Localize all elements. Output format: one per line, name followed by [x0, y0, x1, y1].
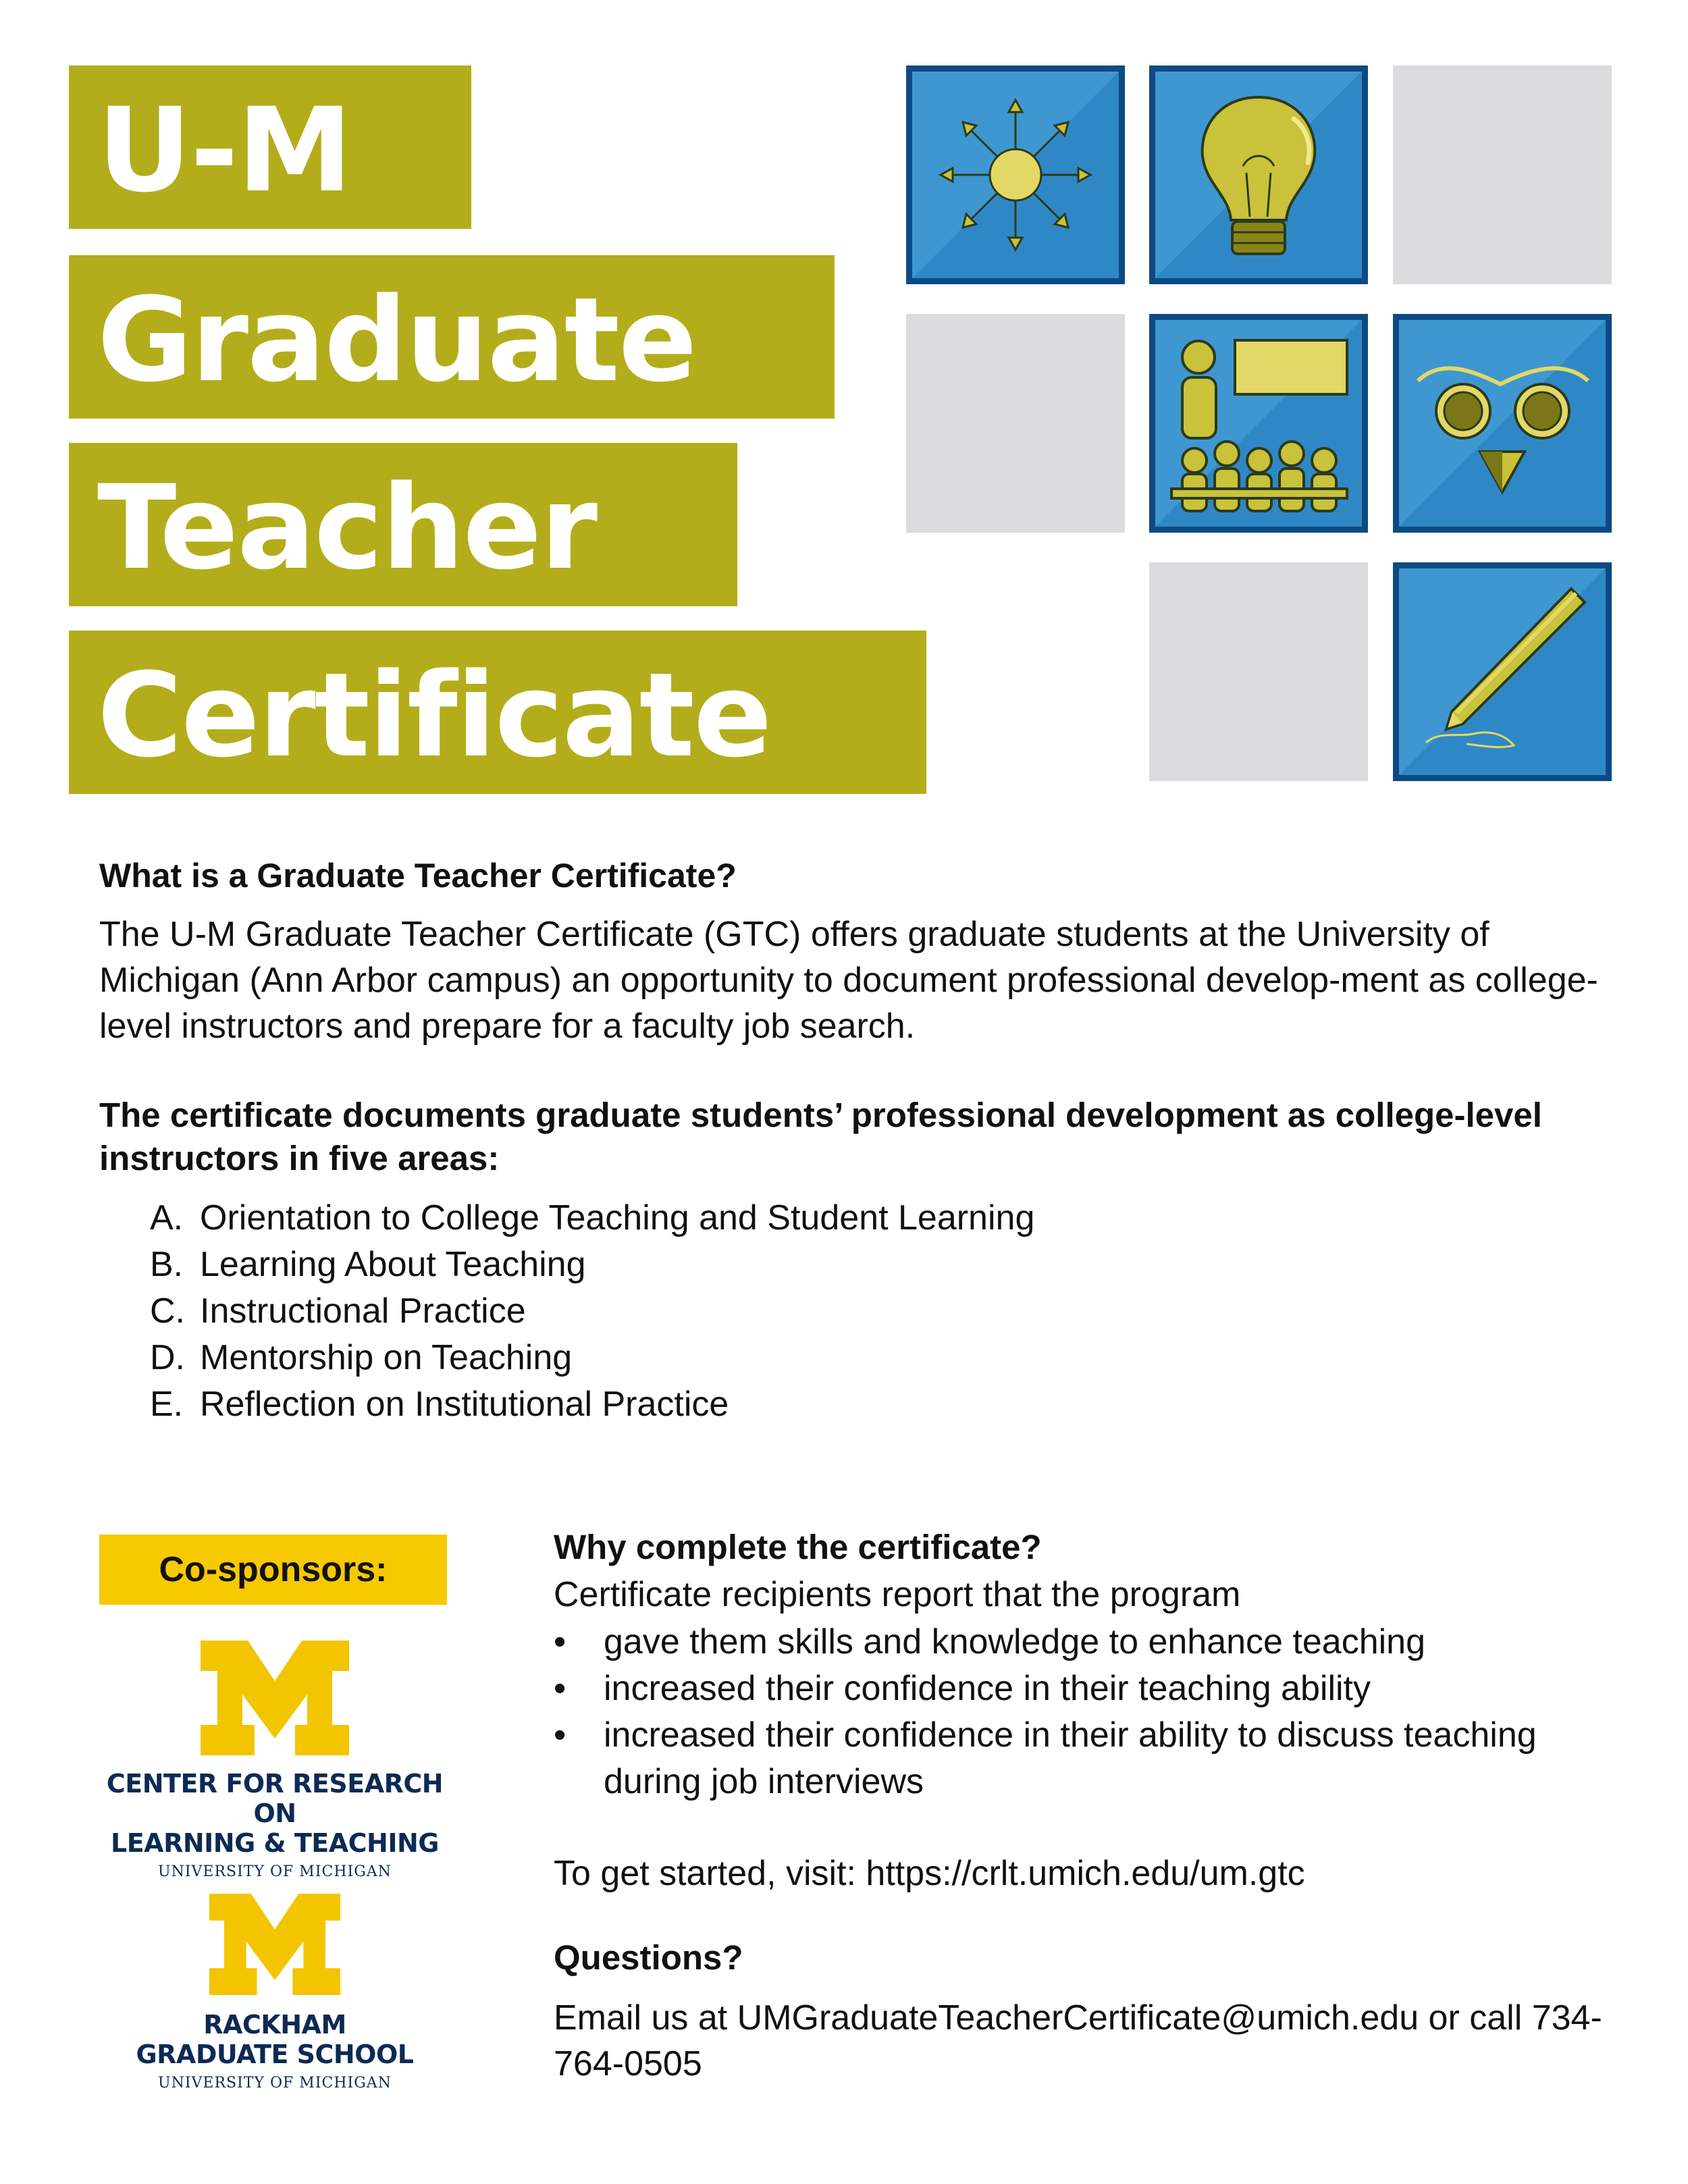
- list-item: [554, 1712, 1607, 1805]
- list-item: [150, 1195, 1034, 1242]
- list-text: Reflection on Institutional Practice: [200, 1385, 729, 1424]
- bullet: •: [554, 1715, 566, 1755]
- block-m-icon: [201, 1641, 349, 1755]
- list-letter: A.: [150, 1198, 184, 1237]
- why-intro: Certificate recipients report that the program: [554, 1575, 1241, 1614]
- sun-tile: [906, 65, 1125, 284]
- list-item: [150, 1335, 1034, 1381]
- blank-tile: [906, 314, 1125, 533]
- list-text: Instructional Practice: [200, 1291, 526, 1331]
- crlt-logo: [99, 1641, 450, 1880]
- crlt-name-1: CENTER FOR RESEARCH ON: [106, 1769, 444, 1828]
- intro-paragraph: The U-M Graduate Teacher Certificate (GTC) offers graduate students at the University of Michigan (Ann Arbor campus) an opportunity to document professional develop-ment as college-level instructors and prepare for a faculty job search.: [99, 915, 1598, 1046]
- list-item: [150, 1288, 1034, 1335]
- bullet: •: [554, 1622, 566, 1661]
- owl-icon: [1399, 320, 1606, 527]
- list-letter: E.: [150, 1385, 184, 1424]
- list-text: Learning About Teaching: [200, 1245, 586, 1284]
- questions-heading: Questions?: [554, 1938, 743, 1977]
- benefits-list: [554, 1619, 1607, 1805]
- list-item: [150, 1381, 1034, 1428]
- crlt-university: UNIVERSITY OF MICHIGAN: [158, 1863, 392, 1880]
- title-line-2: Graduate: [69, 255, 835, 419]
- list-item: [554, 1666, 1607, 1712]
- blank-tile: [1393, 65, 1612, 284]
- blank-tile: [1149, 562, 1368, 781]
- list-text: Orientation to College Teaching and Student Learning: [200, 1198, 1035, 1237]
- classroom-icon: [1155, 320, 1362, 527]
- bullet: •: [554, 1669, 566, 1708]
- list-text: increased their confidence in their ability to discuss teaching during job interviews: [604, 1715, 1537, 1801]
- classroom-tile: [1149, 314, 1368, 533]
- areas-heading: The certificate documents graduate students’ professional development as college-level instructors in five areas:: [99, 1096, 1542, 1177]
- areas-list: [150, 1195, 1034, 1428]
- block-m-icon: [201, 1894, 349, 1995]
- list-text: increased their confidence in their teaching ability: [604, 1669, 1371, 1708]
- list-text: gave them skills and knowledge to enhance teaching: [604, 1622, 1426, 1661]
- list-letter: C.: [150, 1291, 185, 1331]
- list-item: [150, 1242, 1034, 1288]
- title-line-3: Teacher: [69, 443, 737, 606]
- rackham-university: UNIVERSITY OF MICHIGAN: [158, 2075, 392, 2092]
- owl-tile: [1393, 314, 1612, 533]
- rackham-logo: [99, 1894, 450, 2092]
- why-heading: Why complete the certificate?: [554, 1528, 1042, 1566]
- list-letter: B.: [150, 1245, 184, 1284]
- crlt-name-2: LEARNING & TEACHING: [111, 1828, 439, 1858]
- pen-icon: [1399, 568, 1606, 775]
- list-item: [554, 1619, 1607, 1666]
- title-line-1: U-M: [69, 65, 471, 229]
- lightbulb-icon: [1155, 72, 1362, 278]
- sun-arrows-icon: [912, 72, 1119, 278]
- lightbulb-tile: [1149, 65, 1368, 284]
- rackham-name-2: GRADUATE SCHOOL: [136, 2040, 414, 2069]
- rackham-name-1: RACKHAM: [203, 2010, 346, 2040]
- cosponsors-label: Co-sponsors:: [99, 1535, 447, 1605]
- list-text: Mentorship on Teaching: [200, 1338, 573, 1377]
- contact-info[interactable]: Email us at UMGraduateTeacherCertificate@umich.edu or call 734-764-0505: [554, 1998, 1602, 2083]
- list-letter: D.: [150, 1338, 185, 1377]
- title-line-4: Certificate: [69, 631, 926, 794]
- pen-tile: [1393, 562, 1612, 781]
- intro-question: What is a Graduate Teacher Certificate?: [99, 857, 737, 895]
- get-started-link[interactable]: To get started, visit: https://crlt.umich.edu/um.gtc: [554, 1854, 1305, 1893]
